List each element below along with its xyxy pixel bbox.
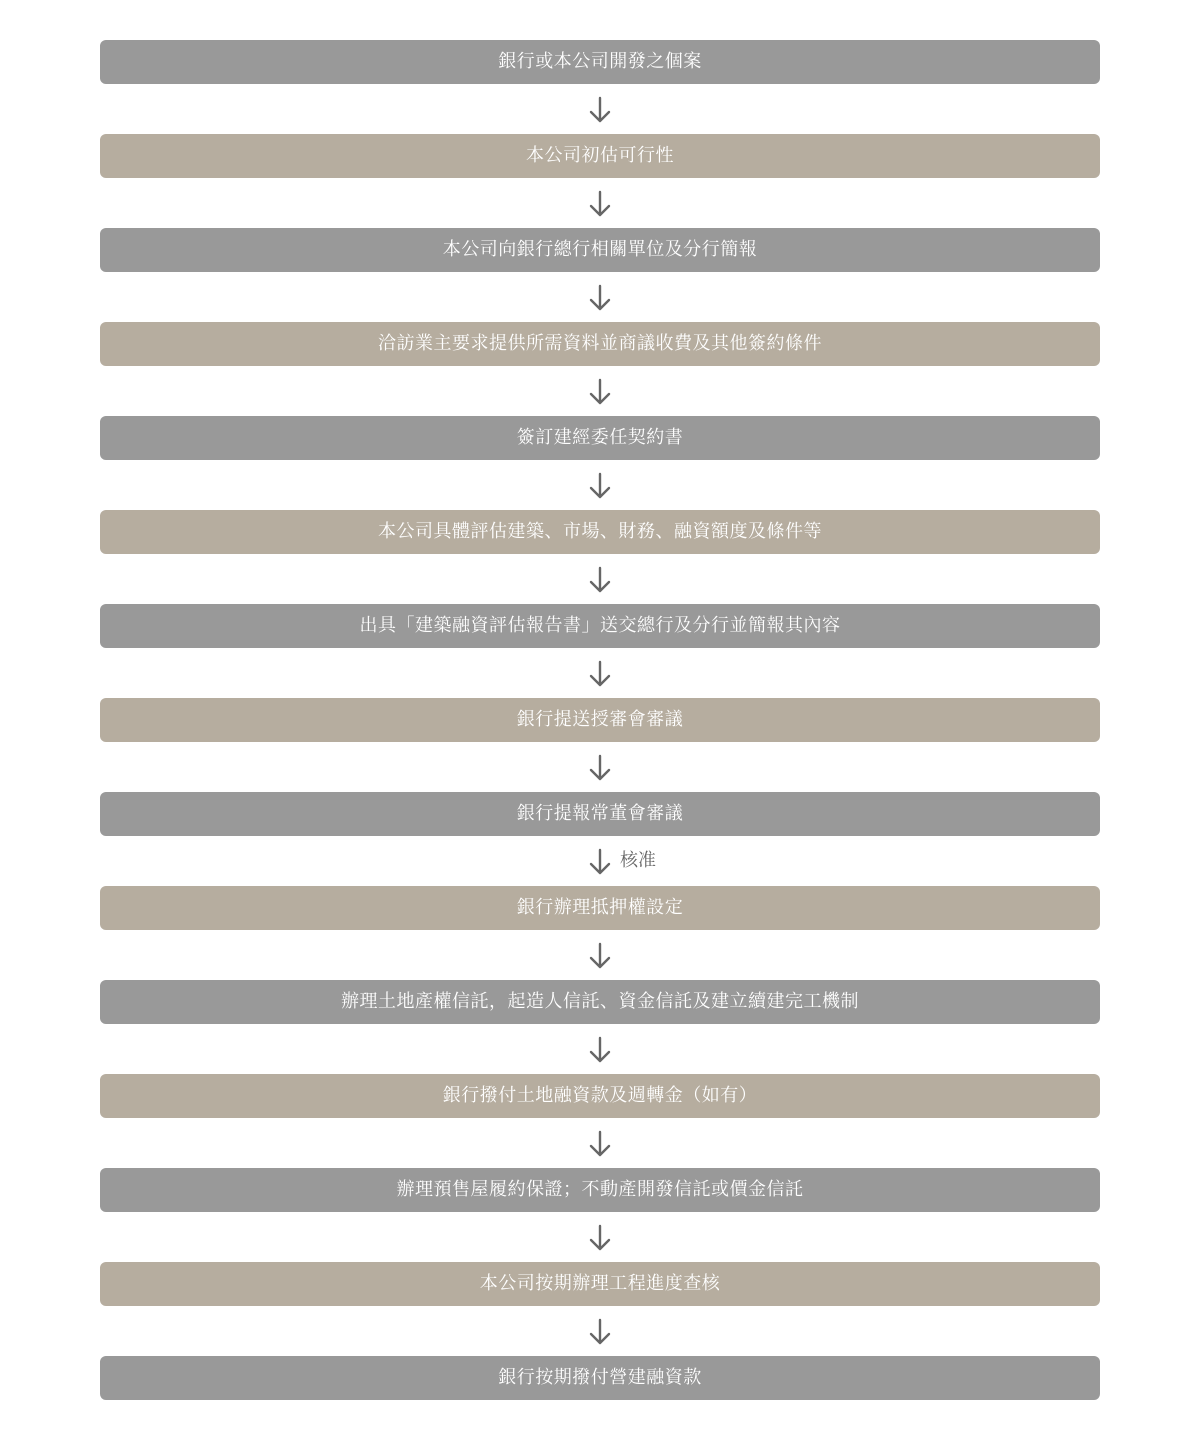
flow-step-7: 出具「建築融資評估報告書」送交總行及分行並簡報其內容 xyxy=(100,604,1100,648)
flow-step-14: 本公司按期辦理工程進度查核 xyxy=(100,1262,1100,1306)
flow-step-12: 銀行撥付土地融資款及週轉金（如有） xyxy=(100,1074,1100,1118)
flow-step-15: 銀行按期撥付營建融資款 xyxy=(100,1356,1100,1400)
flow-step-9: 銀行提報常董會審議 xyxy=(100,792,1100,836)
approval-label: 核准 xyxy=(620,850,656,871)
arrow-down-icon xyxy=(589,942,611,970)
arrow-down-icon xyxy=(589,566,611,594)
flow-step-11: 辦理土地產權信託，起造人信託、資金信託及建立續建完工機制 xyxy=(100,980,1100,1024)
flow-connector-1 xyxy=(0,84,1200,134)
flow-connector-3 xyxy=(0,272,1200,322)
flow-connector-7 xyxy=(0,648,1200,698)
flow-step-4: 洽訪業主要求提供所需資料並商議收費及其他簽約條件 xyxy=(100,322,1100,366)
flow-connector-11 xyxy=(0,1024,1200,1074)
arrow-down-icon xyxy=(589,284,611,312)
flow-connector-5 xyxy=(0,460,1200,510)
arrow-down-icon xyxy=(589,378,611,406)
arrow-down-icon xyxy=(589,190,611,218)
flow-connector-9 xyxy=(0,836,1200,886)
flow-step-5: 簽訂建經委任契約書 xyxy=(100,416,1100,460)
arrow-down-icon xyxy=(589,1036,611,1064)
flow-connector-12 xyxy=(0,1118,1200,1168)
arrow-down-icon xyxy=(589,660,611,688)
arrow-down-icon xyxy=(589,1318,611,1346)
flow-step-6: 本公司具體評估建築、市場、財務、融資額度及條件等 xyxy=(100,510,1100,554)
flow-step-1: 銀行或本公司開發之個案 xyxy=(100,40,1100,84)
arrow-down-icon xyxy=(589,848,611,876)
flow-step-8: 銀行提送授審會審議 xyxy=(100,698,1100,742)
flow-connector-8 xyxy=(0,742,1200,792)
flow-connector-2 xyxy=(0,178,1200,228)
flow-step-2: 本公司初估可行性 xyxy=(100,134,1100,178)
arrow-down-icon xyxy=(589,754,611,782)
arrow-down-icon xyxy=(589,96,611,124)
flow-connector-4 xyxy=(0,366,1200,416)
flow-connector-13 xyxy=(0,1212,1200,1262)
arrow-down-icon xyxy=(589,1130,611,1158)
arrow-down-icon xyxy=(589,472,611,500)
flow-step-13: 辦理預售屋履約保證；不動產開發信託或價金信託 xyxy=(100,1168,1100,1212)
flow-step-10: 銀行辦理抵押權設定 xyxy=(100,886,1100,930)
flow-connector-6 xyxy=(0,554,1200,604)
flow-connector-14 xyxy=(0,1306,1200,1356)
flow-step-3: 本公司向銀行總行相關單位及分行簡報 xyxy=(100,228,1100,272)
flow-connector-10 xyxy=(0,930,1200,980)
arrow-down-icon xyxy=(589,1224,611,1252)
